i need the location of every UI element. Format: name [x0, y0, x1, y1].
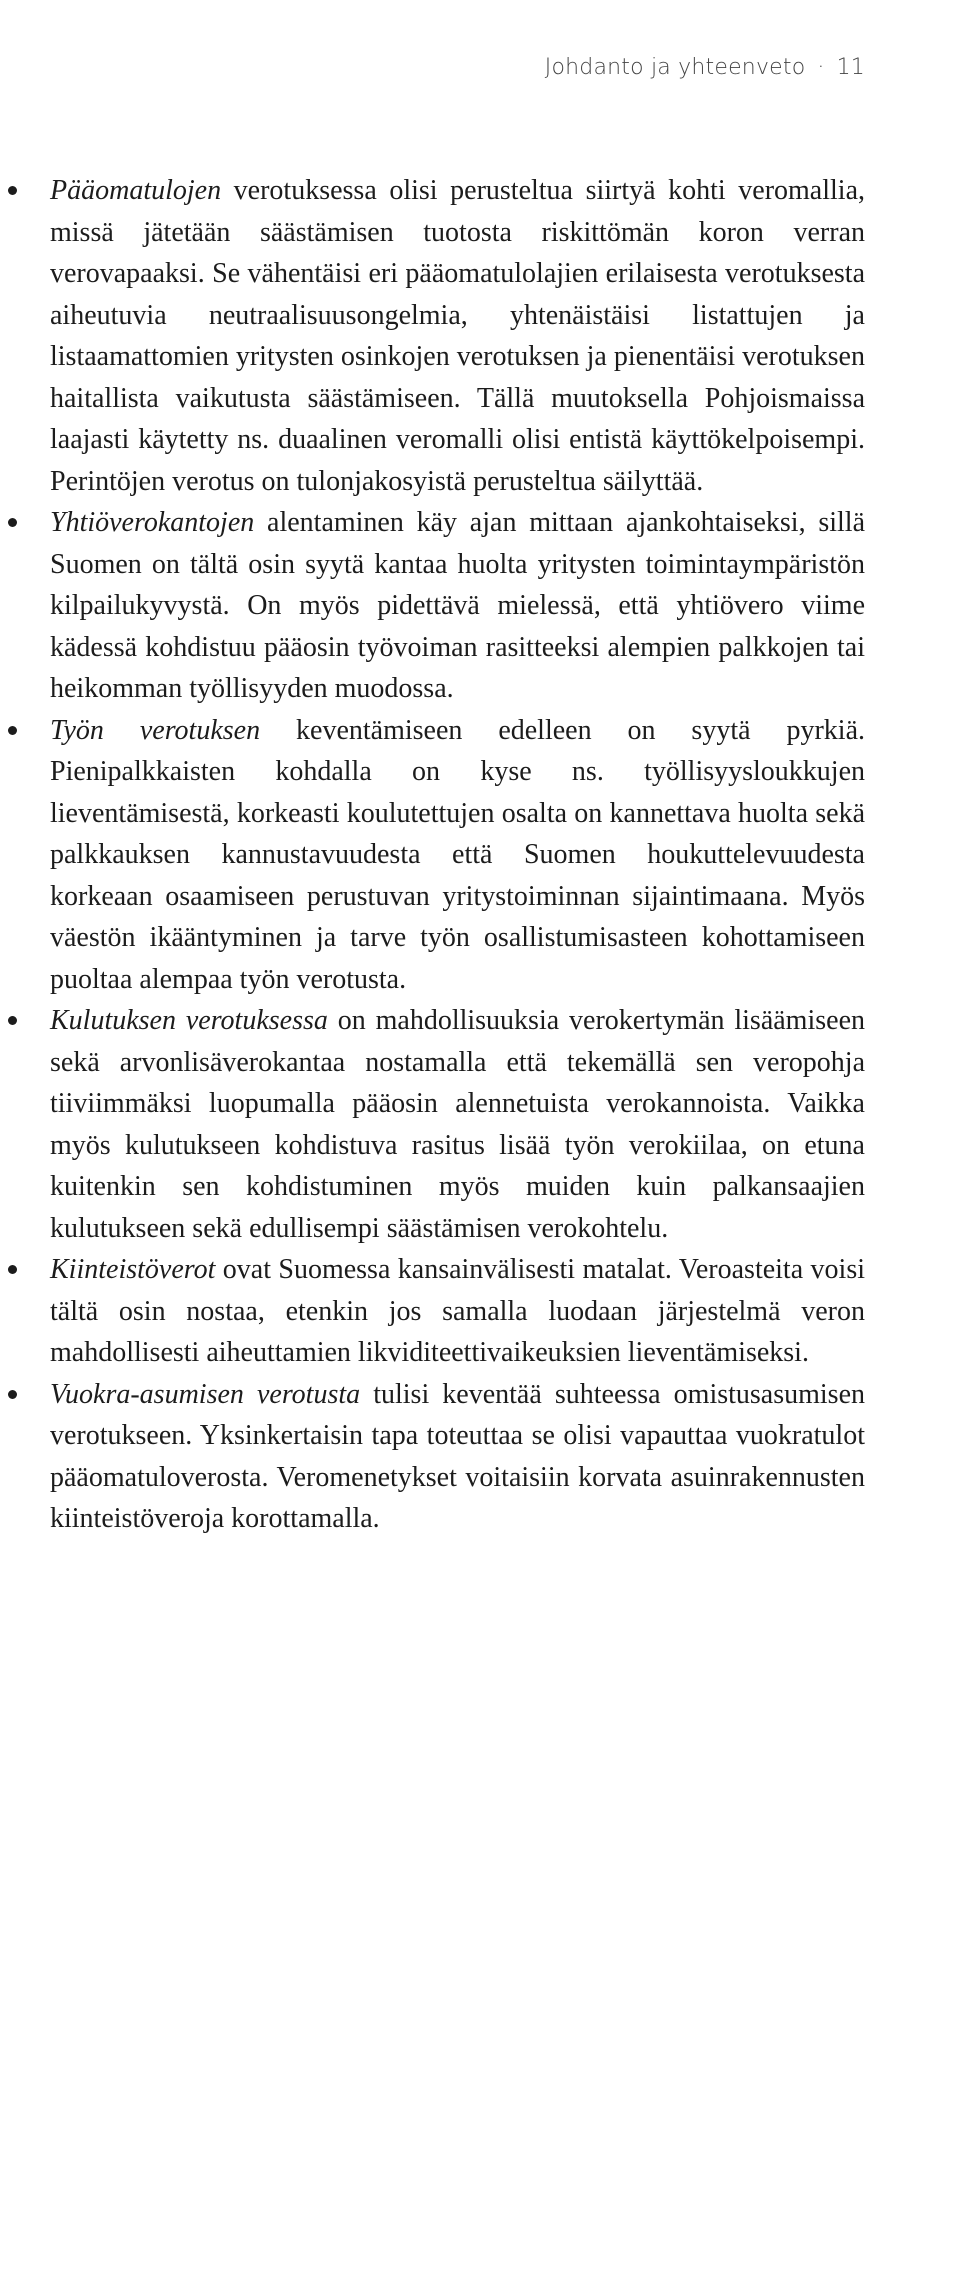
list-item [0, 170, 960, 502]
bullet-icon [8, 726, 17, 735]
item-term: Pääomatulojen [50, 175, 222, 206]
bullet-icon [8, 1390, 17, 1399]
list-item [0, 1000, 960, 1249]
summary-bullet-list [0, 170, 960, 1540]
item-term: Kiinteistöverot [50, 1254, 216, 1285]
item-text: verotuksessa olisi perusteltua siirtyä kohti veromallia, missä jätetään säästämisen tuotosta riskittömän koron verran verovapaaksi. Se vähentäisi eri pääomatulolajien erilaisesta verotuksesta aiheutuvia neutraalisuusongelmia, yhtenäistäisi listattujen ja listaamattomien yritysten osinkojen verotuksen ja pienentäisi verotuksen haitallista vaikutusta säästämiseen. Tällä muutoksella Pohjoismaissa laajasti käytetty ns. duaalinen veromalli olisi entistä käyttökelpoisempi. Perintöjen verotus on tulonjakosyistä perusteltua säilyttää. [50, 175, 865, 497]
bullet-icon [8, 186, 17, 195]
item-text: alentaminen käy ajan mittaan ajankohtaiseksi, sillä Suomen on tältä osin syytä kantaa huolta yritysten toimintaympäristön kilpailukyvystä. On myös pidettävä mielessä, että yhtiövero viime kädessä kohdistuu pääosin työvoiman rasitteeksi alempien palkkojen tai heikomman työllisyyden muodossa. [50, 507, 865, 704]
bullet-icon [8, 518, 17, 527]
item-term: Yhtiöverokantojen [50, 507, 255, 538]
running-head [545, 55, 865, 80]
item-term: Vuokra-asumisen verotusta [50, 1378, 361, 1410]
item-term: Kulutuksen verotuksessa [50, 1005, 328, 1036]
page-number: 11 [836, 55, 865, 80]
item-text: keventämiseen edelleen on syytä pyrkiä. Pienipalkkaisten kohdalla on kyse ns. työllisyysloukkujen lieventämisestä, korkeasti koulutettujen osalta on kannettava huolta sekä palkkauksen kannustavuudesta että Suomen houkuttelevuudesta korkeaan osaamiseen perustuvan yritystoiminnan sijaintimaana. Myös väestön ikääntyminen ja tarve työn osallistumisasteen kohottamiseen puoltaa alempaa työn verotusta. [50, 714, 865, 995]
list-item [0, 1249, 960, 1374]
item-term: Työn verotuksen [50, 714, 261, 746]
list-item [0, 1374, 960, 1540]
item-text: on mahdollisuuksia verokertymän lisäämiseen sekä arvonlisäverokantaa nostamalla että tekemällä sen veropohja tiiviimmäksi luopumalla pääosin alennetuista verokannoista. Vaikka myös kulutukseen kohdistuva rasitus lisää työn verokiilaa, on etuna kuitenkin sen kohdistuminen myös muiden kuin palkansaajien kulutukseen sekä edullisempi säästämisen verokohtelu. [50, 1005, 865, 1244]
bullet-icon [8, 1265, 17, 1274]
item-text: tulisi keventää suhteessa omistusasumisen verotukseen. Yksinkertaisin tapa toteuttaa se olisi vapauttaa vuokratulot pääomatuloverosta. Veromenetykset voitaisiin korvata asuinrakennusten kiinteistöveroja korottamalla. [50, 1378, 866, 1534]
running-head-separator: · [817, 55, 825, 80]
item-text: ovat Suomessa kansainvälisesti matalat. Veroasteita voisi tältä osin nostaa, etenkin jos samalla luodaan järjestelmä veron mahdollisesti aiheuttamien likviditeettivaikeuksien lieventämiseksi. [50, 1254, 865, 1368]
bullet-icon [8, 1016, 17, 1025]
list-item [0, 502, 960, 710]
list-item [0, 710, 960, 1001]
running-head-title: Johdanto ja yhteenveto [544, 55, 806, 80]
